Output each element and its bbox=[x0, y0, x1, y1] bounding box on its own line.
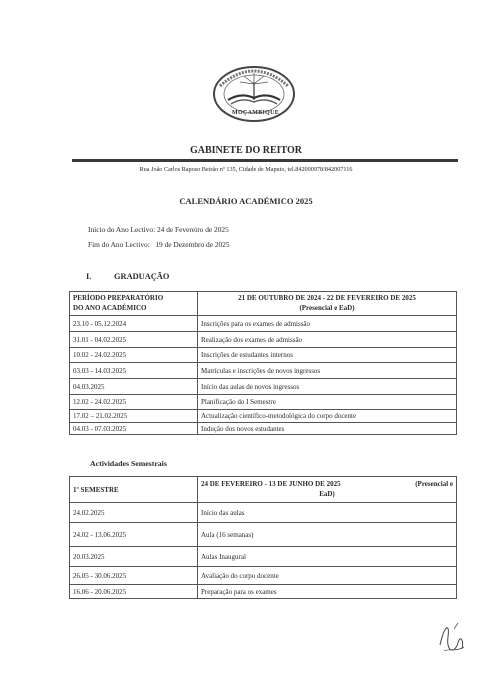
row-date: 10.02 - 24.02.2025 bbox=[70, 348, 198, 363]
row-date: 16.06 - 20.06.2025 bbox=[70, 585, 198, 599]
header-left-line2: DO ANO ACADÉMICO bbox=[73, 303, 147, 312]
row-date: 17.02 – 21.02.2025 bbox=[70, 410, 198, 423]
header-right-line2: EaD) bbox=[319, 489, 335, 498]
row-activity: Realização dos exames de admissão bbox=[197, 332, 456, 348]
row-date: 20.03.2025 bbox=[70, 547, 198, 567]
header-right-line2: (Presencial e EaD) bbox=[299, 303, 355, 312]
row-activity: Inscrições para os exames de admissão bbox=[197, 316, 456, 332]
office-heading: GABINETE DO REITOR bbox=[189, 145, 303, 156]
table-row bbox=[70, 423, 457, 435]
table-row bbox=[70, 348, 457, 363]
header-divider bbox=[72, 159, 458, 162]
table-row bbox=[70, 332, 457, 348]
office-address: Rua João Carlos Raposo Beirão nº 135, Cidade de Maputo, tel.842000978/842007116 bbox=[139, 166, 353, 173]
subsection-heading: Actividades Semestrais bbox=[90, 459, 167, 468]
header-left-line1: PERÍODO PREPARATÓRIO bbox=[73, 294, 164, 303]
row-activity: Início das aulas de novos ingressos bbox=[197, 379, 456, 395]
row-date: 31.01 - 04.02.2025 bbox=[70, 332, 198, 348]
row-activity: Aula (16 semanas) bbox=[197, 523, 456, 547]
row-date: 04.03 - 07.03.2025 bbox=[70, 423, 198, 435]
section-title: GRADUAÇÃO bbox=[114, 272, 170, 281]
section-number: I. bbox=[86, 272, 92, 281]
row-activity: Planificação do I Semestre bbox=[197, 395, 456, 410]
table-header-period bbox=[70, 292, 198, 316]
header-right-main: 24 DE FEVEREIRO - 13 DE JUNHO DE 2025 bbox=[200, 480, 341, 489]
row-date: 03.03 - 14.03.2025 bbox=[70, 363, 198, 379]
row-date: 24.02.2025 bbox=[70, 503, 198, 523]
table-row bbox=[70, 379, 457, 395]
row-activity: Avaliação do corpo docente bbox=[197, 567, 456, 585]
table-row bbox=[70, 410, 457, 423]
row-date: 24.02 - 13.06.2025 bbox=[70, 523, 198, 547]
signature-icon bbox=[434, 615, 470, 659]
table-header-row bbox=[70, 477, 457, 503]
row-date: 04.03.2025 bbox=[70, 379, 198, 395]
table-row bbox=[70, 523, 457, 547]
header-right-suffix: (Presencial e bbox=[415, 480, 453, 489]
section-heading bbox=[86, 272, 169, 281]
document-title: CALENDÁRIO ACADÉMICO 2025 bbox=[179, 196, 313, 206]
table-row bbox=[70, 547, 457, 567]
row-activity: Indução dos novos estudantes bbox=[197, 423, 456, 435]
row-activity: Inscrições de estudantes internos bbox=[197, 348, 456, 363]
row-activity: Início das aulas bbox=[197, 503, 456, 523]
table-row bbox=[70, 503, 457, 523]
logo-caption: MOÇAMBIQUE bbox=[232, 110, 279, 116]
table-header-semester: 1º SEMESTRE bbox=[70, 477, 198, 503]
row-date: 26.05 - 30.06.2025 bbox=[70, 567, 198, 585]
header-right-line1: 21 DE OUTUBRO DE 2024 - 22 DE FEVEREIRO DE 2025 bbox=[238, 294, 416, 303]
table-row bbox=[70, 363, 457, 379]
semester-activities-table bbox=[69, 476, 457, 599]
table-row bbox=[70, 567, 457, 585]
table-row bbox=[70, 316, 457, 332]
table-row bbox=[70, 395, 457, 410]
row-activity: Actualização científico-metodológica do corpo docente bbox=[197, 410, 456, 423]
table-row bbox=[70, 585, 457, 599]
table-header-row bbox=[70, 292, 457, 316]
row-activity: Preparação para os exames bbox=[197, 585, 456, 599]
table-header-dates bbox=[197, 292, 456, 316]
row-activity: Aulas Inaugural bbox=[197, 547, 456, 567]
row-date: 23.10 - 05.12.2024 bbox=[70, 316, 198, 332]
table-header-dates bbox=[197, 477, 456, 503]
row-date: 12.02 - 24.02.2025 bbox=[70, 395, 198, 410]
academic-year-end: Fim do Ano Lectivo: 19 de Dezembro de 2025 bbox=[88, 240, 230, 249]
preparatory-period-table bbox=[69, 291, 457, 435]
row-activity: Matrículas e inscrições de novos ingressos bbox=[197, 363, 456, 379]
university-emblem-icon bbox=[206, 62, 302, 128]
academic-year-start: Início do Ano Lectivo: 24 de Fevereiro de 2025 bbox=[88, 225, 229, 234]
header-right-line1 bbox=[201, 480, 453, 489]
